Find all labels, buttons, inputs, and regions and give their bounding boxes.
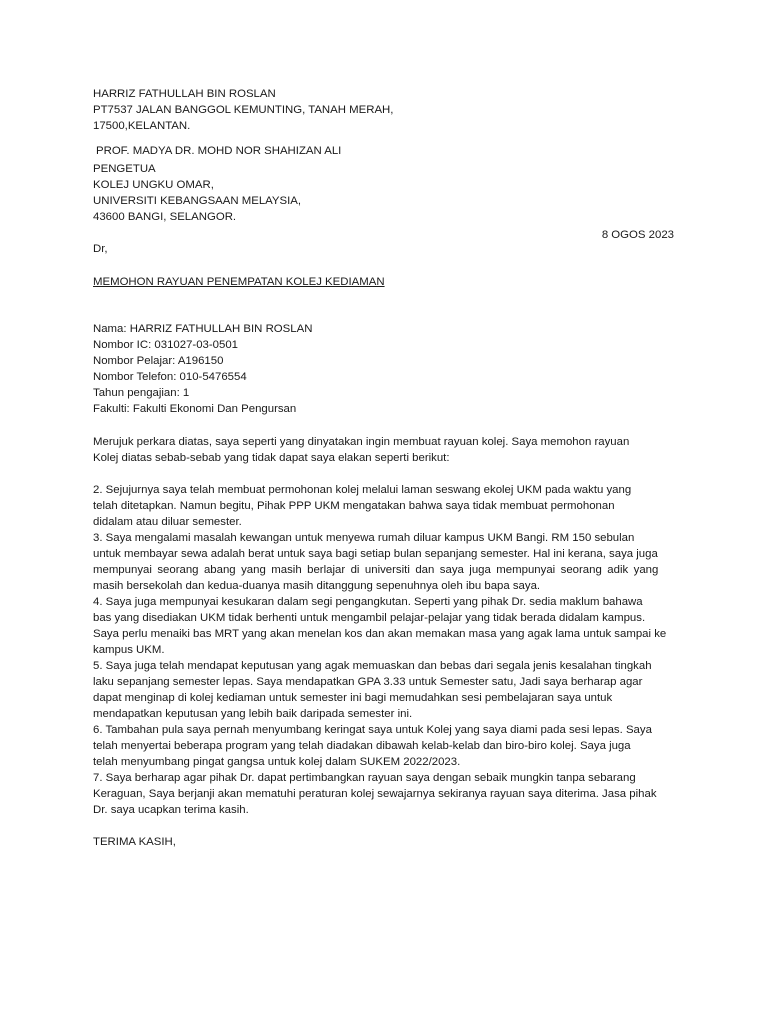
reason-line: untuk membayar sewa adalah berat untuk saya bagi setiap bulan sepanjang semester. Hal ini kerana, saya juga [93, 548, 658, 560]
recipient-name-block [96, 143, 678, 159]
detail-name: Nama: HARRIZ FATHULLAH BIN ROSLAN [93, 323, 313, 335]
intro-paragraph [93, 434, 675, 466]
applicant-details [93, 321, 675, 417]
reason-line: laku sepanjang semester lepas. Saya mendapatkan GPA 3.33 untuk Semester satu, Jadi saya berharap agar [93, 676, 643, 688]
reason-line: kampus UKM. [93, 644, 165, 656]
detail-study-year: Tahun pengajian: 1 [93, 387, 190, 399]
reason-7 [93, 770, 675, 818]
detail-faculty: Fakulti: Fakulti Ekonomi Dan Pengursan [93, 403, 297, 415]
recipient-college: KOLEJ UNGKU OMAR, [93, 179, 214, 191]
reason-3 [93, 530, 675, 594]
reason-line: telah menyumbang pingat gangsa untuk kolej dalam SUKEM 2022/2023. [93, 756, 461, 768]
closing-remark: TERIMA KASIH, [93, 836, 176, 848]
reason-line: masih bersekolah dan kedua-duanya masih ditanggung sepenuhnya oleh ibu bapa saya. [93, 580, 541, 592]
reason-line: 5. Saya juga telah mendapat keputusan yang agak memuaskan dan bebas dari segala jenis kesalahan tingkah [93, 660, 652, 672]
reason-line: 6. Tambahan pula saya pernah menyumbang keringat saya untuk Kolej yang saya diami pada sesi lepas. Saya [93, 724, 652, 736]
recipient-city: 43600 BANGI, SELANGOR. [93, 211, 237, 223]
reason-4 [93, 594, 675, 658]
reason-line: dapat menginap di kolej kediaman untuk semester ini bagi memudahkan sesi pembelajaran saya untuk [93, 692, 613, 704]
sender-address [93, 86, 675, 134]
reason-line: Saya perlu menaiki bas MRT yang akan menelan kos dan akan memakan masa yang agak lama untuk sampai ke [93, 628, 667, 640]
reason-6 [93, 722, 675, 770]
sender-address-line-2: 17500,KELANTAN. [93, 120, 191, 132]
sender-name: HARRIZ FATHULLAH BIN ROSLAN [93, 88, 276, 100]
detail-ic-number: Nombor IC: 031027-03-0501 [93, 339, 239, 351]
detail-phone-number: Nombor Telefon: 010-5476554 [93, 371, 247, 383]
reason-line: 7. Saya berharap agar pihak Dr. dapat pertimbangkan rayuan saya dengan sebaik mungkin tanpa sebarang [93, 772, 636, 784]
reason-line: didalam atau diluar semester. [93, 516, 242, 528]
sender-address-line-1: PT7537 JALAN BANGGOL KEMUNTING, TANAH MERAH, [93, 104, 394, 116]
reason-line: Dr. saya ucapkan terima kasih. [93, 804, 249, 816]
reason-line: mendapatkan keputusan yang lebih baik daripada semester ini. [93, 708, 413, 720]
reason-5 [93, 658, 675, 722]
letter-subject: MEMOHON RAYUAN PENEMPATAN KOLEJ KEDIAMAN [93, 276, 385, 288]
recipient-name: PROF. MADYA DR. MOHD NOR SHAHIZAN ALI [96, 145, 342, 157]
reason-line: telah menyertai beberapa program yang telah diadakan dibawah kelab-kelab dan biro-biro kolej. Saya juga [93, 740, 631, 752]
intro-line: Merujuk perkara diatas, saya seperti yang dinyatakan ingin membuat rayuan kolej. Saya memohon rayuan [93, 436, 630, 448]
reason-2 [93, 482, 675, 530]
reason-line: 4. Saya juga mempunyai kesukaran dalam segi pengangkutan. Seperti yang pihak Dr. sedia maklum bahawa [93, 596, 643, 608]
reason-line: Keraguan, Saya berjanji akan mematuhi peraturan kolej sewajarnya sekiranya rayuan saya diterima. Jasa pihak [93, 788, 657, 800]
reasons-list [93, 482, 675, 818]
intro-line: Kolej diatas sebab-sebab yang tidak dapat saya elakan seperti berikut: [93, 452, 450, 464]
reason-line: 3. Saya mengalami masalah kewangan untuk menyewa rumah diluar kampus UKM Bangi. RM 150 sebulan [93, 532, 635, 544]
salutation: Dr, [93, 243, 108, 255]
recipient-title: PENGETUA [93, 163, 156, 175]
reason-line: telah ditetapkan. Namun begitu, Pihak PPP UKM mengatakan bahwa saya tidak membuat permohonan [93, 500, 615, 512]
detail-student-number: Nombor Pelajar: A196150 [93, 355, 224, 367]
reason-line: bas yang disediakan UKM tidak berhenti untuk mengambil pelajar-pelajar yang tidak berada didalam kampus. [93, 612, 646, 624]
reason-line: mempunyai seorang abang yang masih berlajar di universiti dan saya juga mempunyai seorang adik yang [93, 564, 659, 576]
recipient-university: UNIVERSITI KEBANGSAAN MELAYSIA, [93, 195, 302, 207]
reason-line: 2. Sejujurnya saya telah membuat permohonan kolej melalui laman seswang ekolej UKM pada waktu yang [93, 484, 632, 496]
letter-date: 8 OGOS 2023 [601, 229, 674, 241]
recipient-address [93, 161, 675, 225]
